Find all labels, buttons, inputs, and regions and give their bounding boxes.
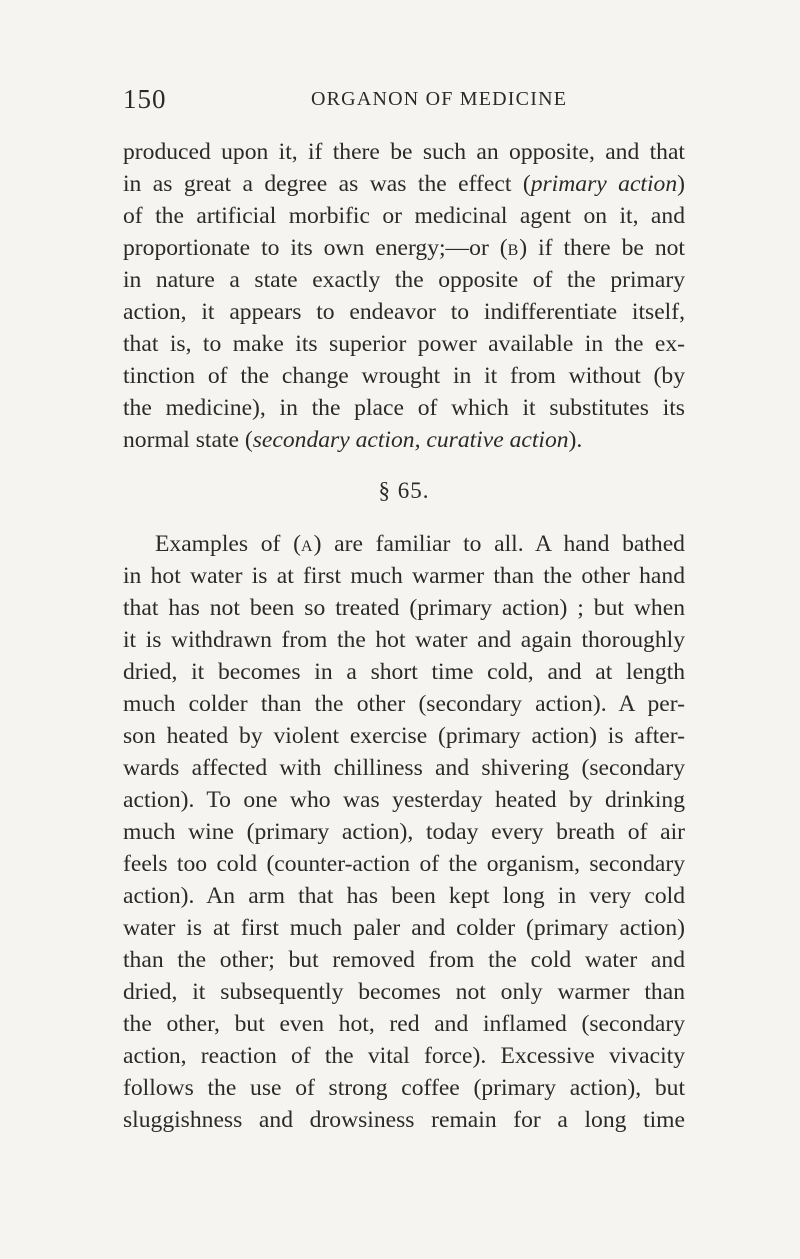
- text-line: much colder than the other (secondary action). A per-: [123, 691, 685, 717]
- text-line: that has not been so treated (primary action) ; but when: [123, 595, 685, 621]
- text-line: than the other; but removed from the cold water and: [123, 947, 685, 973]
- text-line: it is withdrawn from the hot water and again thoroughly: [123, 627, 685, 653]
- text-line: action). To one who was yesterday heated by drinking: [123, 787, 685, 813]
- text-line: dried, it becomes in a short time cold, and at length: [123, 659, 685, 685]
- text-line: that is, to make its superior power available in the ex-: [123, 331, 685, 357]
- italic-term: primary action: [530, 171, 678, 197]
- paragraph-section-65: [123, 528, 685, 1136]
- italic-term: secondary action, curative action: [252, 427, 569, 453]
- text-line: action, it appears to endeavor to indifferentiate itself,: [123, 299, 685, 325]
- small-caps-letter: B: [507, 242, 520, 259]
- text-line: feels too cold (counter-action of the organism, secondary: [123, 851, 685, 877]
- text-line: in nature a state exactly the opposite of the primary: [123, 267, 685, 293]
- section-heading: § 65.: [378, 478, 430, 503]
- text-line: proportionate to its own energy;—or (B) if there be not: [123, 235, 685, 261]
- text-line: follows the use of strong coffee (primary action), but: [123, 1075, 685, 1101]
- running-head: [123, 84, 685, 118]
- text-line: in as great a degree as was the effect (primary action): [123, 171, 685, 197]
- text-line: tinction of the change wrought in it from without (by: [123, 363, 685, 389]
- text-line: of the artificial morbific or medicinal agent on it, and: [123, 203, 685, 229]
- text-line: action, reaction of the vital force). Excessive vivacity: [123, 1043, 685, 1069]
- paragraph-continued: [123, 136, 685, 456]
- text-line: produced upon it, if there be such an opposite, and that: [123, 139, 685, 165]
- text-line: dried, it subsequently becomes not only warmer than: [123, 979, 685, 1005]
- text-line: action). An arm that has been kept long in very cold: [123, 883, 685, 909]
- text-line: water is at first much paler and colder (primary action): [123, 915, 685, 941]
- text-line: Examples of (A) are familiar to all. A hand bathed: [155, 531, 685, 557]
- text-line: normal state (secondary action, curative action).: [123, 427, 583, 453]
- text-line: the medicine), in the place of which it substitutes its: [123, 395, 685, 421]
- small-caps-letter: A: [301, 538, 314, 555]
- running-title: ORGANON OF MEDICINE: [311, 88, 568, 110]
- text-line: son heated by violent exercise (primary action) is after-: [123, 723, 685, 749]
- page-number: 150: [123, 84, 167, 114]
- text-line: wards affected with chilliness and shivering (secondary: [123, 755, 685, 781]
- text-line: much wine (primary action), today every breath of air: [123, 819, 685, 845]
- text-line: sluggishness and drowsiness remain for a long time: [123, 1107, 685, 1133]
- text-line: the other, but even hot, red and inflamed (secondary: [123, 1011, 685, 1037]
- text-line: in hot water is at first much warmer than the other hand: [123, 563, 685, 589]
